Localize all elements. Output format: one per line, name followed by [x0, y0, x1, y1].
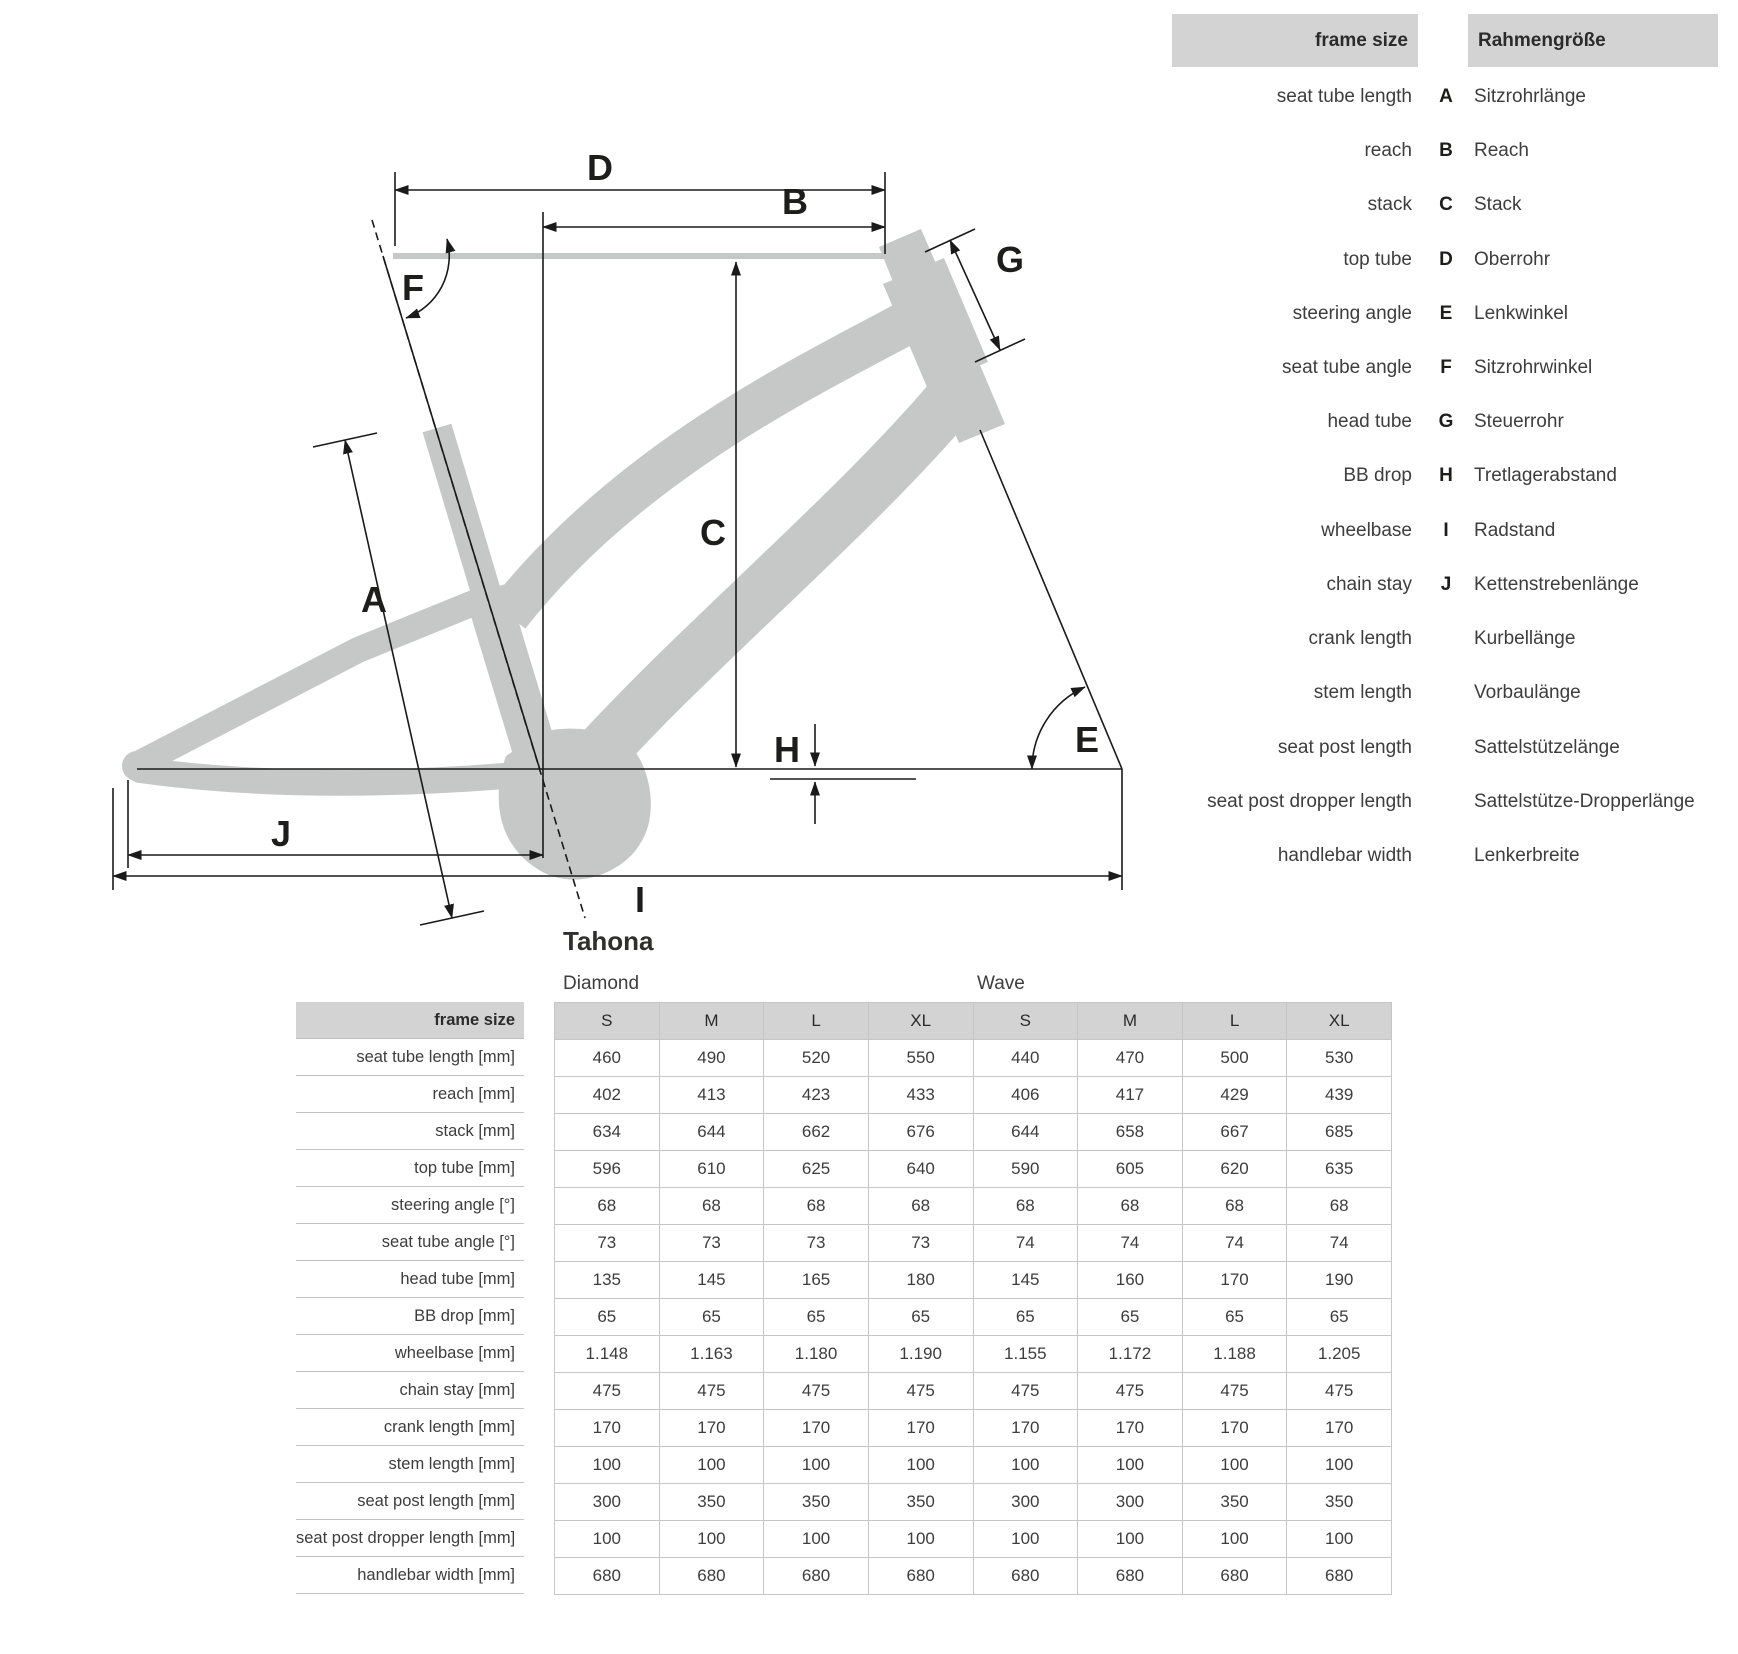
geometry-value-cell: 680: [1078, 1558, 1183, 1595]
dim-A-tick-top: [313, 433, 377, 447]
legend-letter: J: [1440, 574, 1452, 595]
geometry-value-cell: 680: [659, 1558, 764, 1595]
dimension-labels: [271, 147, 1099, 920]
geometry-value-cell: 475: [1182, 1373, 1287, 1410]
top-tube-level-bar: [393, 253, 885, 259]
geometry-value-cell: 68: [1287, 1188, 1392, 1225]
model-title: Tahona: [563, 926, 654, 956]
geometry-row: [555, 1225, 1392, 1262]
geometry-row: [555, 1558, 1392, 1595]
geometry-value-cell: 65: [1287, 1299, 1392, 1336]
geometry-value-cell: 65: [868, 1299, 973, 1336]
geometry-row: [555, 1336, 1392, 1373]
geometry-value-cell: 68: [659, 1188, 764, 1225]
frame-silhouette: [122, 229, 1005, 880]
geometry-value-cell: 676: [868, 1114, 973, 1151]
geometry-value-cell: 350: [764, 1484, 869, 1521]
legend-term-en: chain stay: [1326, 574, 1412, 595]
geometry-value-cell: 74: [1287, 1225, 1392, 1262]
geometry-value-cell: 1.205: [1287, 1336, 1392, 1373]
geometry-value-cell: 475: [555, 1373, 660, 1410]
geometry-value-cell: 100: [764, 1521, 869, 1558]
legend-letter: D: [1439, 249, 1453, 270]
geometry-row: [555, 1114, 1392, 1151]
geometry-value-cell: 1.155: [973, 1336, 1078, 1373]
geometry-row: [555, 1188, 1392, 1225]
legend-letter: E: [1439, 303, 1453, 324]
geometry-row-label: reach [mm]: [296, 1076, 524, 1113]
geometry-value-cell: 73: [555, 1225, 660, 1262]
legend-term-en: reach: [1364, 140, 1412, 161]
chain-stay-shape: [140, 770, 505, 783]
geometry-value-cell: 68: [1182, 1188, 1287, 1225]
geometry-value-cell: 100: [764, 1447, 869, 1484]
geometry-value-cell: 170: [868, 1410, 973, 1447]
geometry-value-cell: 160: [1078, 1262, 1183, 1299]
geometry-value-cell: 680: [973, 1558, 1078, 1595]
geometry-value-cell: 350: [1182, 1484, 1287, 1521]
steering-axis-line: [980, 430, 1122, 769]
geometry-value-cell: 680: [764, 1558, 869, 1595]
row-label-column: [296, 1002, 524, 1594]
geometry-row: [555, 1262, 1392, 1299]
geometry-value-cell: 520: [764, 1040, 869, 1077]
legend-letter: I: [1443, 520, 1449, 541]
geometry-value-cell: 65: [1182, 1299, 1287, 1336]
geometry-value-cell: 625: [764, 1151, 869, 1188]
geometry-value-cell: 610: [659, 1151, 764, 1188]
geometry-value-cell: 180: [868, 1262, 973, 1299]
legend-term-de: Oberrohr: [1474, 249, 1551, 270]
down-tube-shape: [580, 395, 955, 775]
geometry-value-cell: 644: [659, 1114, 764, 1151]
geometry-value-cell: 1.188: [1182, 1336, 1287, 1373]
geometry-value-cell: 170: [973, 1410, 1078, 1447]
geometry-value-cell: 413: [659, 1077, 764, 1114]
legend-letter: F: [1440, 357, 1452, 378]
geometry-value-cell: 74: [1078, 1225, 1183, 1262]
legend-term-de: Kettenstrebenlänge: [1474, 574, 1639, 595]
geometry-value-cell: 73: [764, 1225, 869, 1262]
geometry-row-label: seat post length [mm]: [296, 1483, 524, 1520]
geometry-row-label: seat post dropper length [mm]: [296, 1520, 524, 1557]
geometry-row-label: top tube [mm]: [296, 1150, 524, 1187]
geometry-value-cell: 74: [973, 1225, 1078, 1262]
geometry-value-cell: 145: [973, 1262, 1078, 1299]
geometry-value-cell: 640: [868, 1151, 973, 1188]
legend-letter: A: [1439, 86, 1453, 107]
geometry-value-cell: 433: [868, 1077, 973, 1114]
size-header-cell: L: [1182, 1003, 1287, 1040]
geometry-value-cell: 68: [555, 1188, 660, 1225]
dim-A-line: [345, 440, 452, 918]
geometry-value-cell: 475: [973, 1373, 1078, 1410]
geometry-row: [555, 1410, 1392, 1447]
geometry-value-cell: 402: [555, 1077, 660, 1114]
geometry-value-cell: 596: [555, 1151, 660, 1188]
geometry-value-cell: 439: [1287, 1077, 1392, 1114]
legend-term-de: Vorbaulänge: [1474, 682, 1581, 703]
geometry-value-cell: 65: [973, 1299, 1078, 1336]
legend-term-de: Sattelstütze-Dropperlänge: [1474, 791, 1695, 812]
geometry-value-cell: 429: [1182, 1077, 1287, 1114]
label-A: A: [361, 579, 387, 620]
geometry-row: [555, 1299, 1392, 1336]
geometry-value-cell: 300: [555, 1484, 660, 1521]
geometry-value-cell: 440: [973, 1040, 1078, 1077]
geometry-row: [555, 1040, 1392, 1077]
legend-term-de: Radstand: [1474, 520, 1556, 541]
geometry-row: [555, 1484, 1392, 1521]
geometry-value-cell: 605: [1078, 1151, 1183, 1188]
legend-term-de: Sattelstützelänge: [1474, 737, 1620, 758]
legend-header-de: Rahmengröße: [1468, 14, 1718, 67]
legend-term-de: Reach: [1474, 140, 1529, 161]
legend-letter: G: [1438, 411, 1454, 432]
legend-letter: C: [1439, 194, 1453, 215]
geometry-value-cell: 165: [764, 1262, 869, 1299]
geometry-value-cell: 685: [1287, 1114, 1392, 1151]
label-B: B: [782, 181, 808, 222]
geometry-row: [555, 1447, 1392, 1484]
legend-term-en: head tube: [1327, 411, 1412, 432]
legend-term-de: Stack: [1474, 194, 1522, 215]
geometry-value-cell: 644: [973, 1114, 1078, 1151]
geometry-value-cell: 634: [555, 1114, 660, 1151]
geometry-value-cell: 100: [555, 1447, 660, 1484]
geometry-value-cell: 100: [1078, 1447, 1183, 1484]
geometry-row: [555, 1077, 1392, 1114]
geometry-row-label: BB drop [mm]: [296, 1298, 524, 1335]
legend-letter: H: [1439, 465, 1453, 486]
geometry-value-cell: 350: [868, 1484, 973, 1521]
corner-label: frame size: [296, 1002, 524, 1039]
geometry-value-cell: 100: [1078, 1521, 1183, 1558]
geometry-value-cell: 1.163: [659, 1336, 764, 1373]
geometry-value-cell: 350: [659, 1484, 764, 1521]
geometry-row-label: seat tube length [mm]: [296, 1039, 524, 1076]
dim-G-tick-top: [925, 229, 975, 252]
legend-term-de: Steuerrohr: [1474, 411, 1564, 432]
size-header-cell: XL: [868, 1003, 973, 1040]
geometry-value-cell: 100: [1287, 1447, 1392, 1484]
top-tube-shape: [508, 322, 908, 615]
geometry-value-cell: 460: [555, 1040, 660, 1077]
geometry-value-cell: 65: [659, 1299, 764, 1336]
geometry-value-cell: 170: [1078, 1410, 1183, 1447]
geometry-value-cell: 475: [659, 1373, 764, 1410]
geometry-value-cell: 680: [868, 1558, 973, 1595]
geometry-value-cell: 1.172: [1078, 1336, 1183, 1373]
geometry-value-cell: 300: [1078, 1484, 1183, 1521]
geometry-value-cell: 100: [1287, 1521, 1392, 1558]
geometry-value-cell: 170: [1182, 1262, 1287, 1299]
geometry-value-cell: 1.180: [764, 1336, 869, 1373]
legend-term-en: steering angle: [1292, 303, 1412, 324]
geometry-value-cell: 68: [868, 1188, 973, 1225]
legend-term-en: seat post length: [1277, 737, 1412, 758]
geometry-value-cell: 170: [659, 1410, 764, 1447]
motor-bb-shape: [499, 729, 651, 880]
geometry-row-label: chain stay [mm]: [296, 1372, 524, 1409]
geometry-row-label: seat tube angle [°]: [296, 1224, 524, 1261]
geometry-row-label: wheelbase [mm]: [296, 1335, 524, 1372]
geometry-value-cell: 65: [555, 1299, 660, 1336]
legend-term-en: seat tube angle: [1282, 357, 1412, 378]
rear-dropout-shape: [122, 751, 152, 781]
geometry-value-cell: 1.148: [555, 1336, 660, 1373]
geometry-value-cell: 68: [764, 1188, 869, 1225]
geometry-value-cell: 550: [868, 1040, 973, 1077]
geometry-value-cell: 406: [973, 1077, 1078, 1114]
geometry-row-label: head tube [mm]: [296, 1261, 524, 1298]
geometry-value-cell: 680: [555, 1558, 660, 1595]
legend-term-en: top tube: [1343, 249, 1412, 270]
geometry-row: [555, 1521, 1392, 1558]
label-D: D: [587, 147, 613, 188]
geometry-row-label: crank length [mm]: [296, 1409, 524, 1446]
geometry-value-cell: 100: [1182, 1447, 1287, 1484]
geometry-value-cell: 423: [764, 1077, 869, 1114]
geometry-value-cell: 1.190: [868, 1336, 973, 1373]
geometry-value-cell: 475: [1287, 1373, 1392, 1410]
geometry-value-cell: 470: [1078, 1040, 1183, 1077]
legend-term-en: seat tube length: [1276, 86, 1412, 107]
geometry-value-cell: 170: [555, 1410, 660, 1447]
geometry-value-cell: 530: [1287, 1040, 1392, 1077]
legend-term-en: BB drop: [1343, 465, 1412, 486]
size-header-cell: M: [1078, 1003, 1183, 1040]
geometry-value-cell: 68: [973, 1188, 1078, 1225]
geometry-value-cell: 350: [1287, 1484, 1392, 1521]
legend-term-de: Sitzrohrlänge: [1474, 86, 1586, 107]
geometry-value-cell: 680: [1182, 1558, 1287, 1595]
geometry-table: [554, 1002, 1392, 1595]
geometry-table-body: [555, 1040, 1392, 1595]
size-header-cell: S: [555, 1003, 660, 1040]
dim-A-tick-bottom: [420, 911, 484, 925]
geometry-value-cell: 680: [1287, 1558, 1392, 1595]
geometry-value-cell: 100: [973, 1447, 1078, 1484]
geometry-value-cell: 65: [1078, 1299, 1183, 1336]
geometry-value-cell: 475: [1078, 1373, 1183, 1410]
geometry-value-cell: 170: [764, 1410, 869, 1447]
geometry-value-cell: 658: [1078, 1114, 1183, 1151]
legend-term-en: wheelbase: [1321, 520, 1412, 541]
geometry-row-label: stem length [mm]: [296, 1446, 524, 1483]
legend-term-en: handlebar width: [1277, 845, 1412, 866]
geometry-value-cell: 100: [973, 1521, 1078, 1558]
geometry-value-cell: 190: [1287, 1262, 1392, 1299]
label-H: H: [774, 729, 800, 770]
geometry-row-label: stack [mm]: [296, 1113, 524, 1150]
geometry-value-cell: 500: [1182, 1040, 1287, 1077]
label-C: C: [700, 512, 726, 553]
legend-header-en: frame size: [1172, 14, 1418, 67]
size-header-cell: S: [973, 1003, 1078, 1040]
legend-term-de: Sitzrohrwinkel: [1474, 357, 1593, 378]
geometry-row-label: steering angle [°]: [296, 1187, 524, 1224]
geometry-value-cell: 145: [659, 1262, 764, 1299]
geometry-value-cell: 100: [555, 1521, 660, 1558]
geometry-value-cell: 620: [1182, 1151, 1287, 1188]
geometry-value-cell: 73: [868, 1225, 973, 1262]
geometry-value-cell: 100: [659, 1521, 764, 1558]
geometry-value-cell: 170: [1182, 1410, 1287, 1447]
group-label-wave: Wave: [977, 973, 1025, 994]
label-F: F: [402, 267, 424, 308]
seat-stay-shape: [142, 602, 476, 762]
geometry-value-cell: 100: [868, 1447, 973, 1484]
geometry-value-cell: 417: [1078, 1077, 1183, 1114]
geometry-value-cell: 100: [868, 1521, 973, 1558]
size-header-cell: M: [659, 1003, 764, 1040]
geometry-value-cell: 635: [1287, 1151, 1392, 1188]
geometry-value-cell: 667: [1182, 1114, 1287, 1151]
label-I: I: [634, 879, 646, 920]
geometry-value-cell: 65: [764, 1299, 869, 1336]
geometry-value-cell: 590: [973, 1151, 1078, 1188]
legend-term-en: stem length: [1313, 682, 1412, 703]
label-J: J: [270, 813, 292, 854]
legend-term-en: stack: [1367, 194, 1412, 215]
size-header-cell: L: [764, 1003, 869, 1040]
geometry-row: [555, 1373, 1392, 1410]
label-E: E: [1074, 719, 1100, 760]
legend-term-en: seat post dropper length: [1207, 791, 1412, 812]
geometry-value-cell: 170: [1287, 1410, 1392, 1447]
legend-term-de: Lenkerbreite: [1474, 845, 1580, 866]
geometry-value-cell: 100: [1182, 1521, 1287, 1558]
geometry-value-cell: 74: [1182, 1225, 1287, 1262]
legend-term-de: Tretlagerabstand: [1474, 465, 1617, 486]
geometry-row-label: handlebar width [mm]: [296, 1557, 524, 1594]
label-G: G: [995, 239, 1025, 280]
geometry-value-cell: 475: [764, 1373, 869, 1410]
size-header-row: [555, 1003, 1392, 1040]
geometry-value-cell: 662: [764, 1114, 869, 1151]
legend-term-de: Kurbellänge: [1474, 628, 1576, 649]
geometry-value-cell: 135: [555, 1262, 660, 1299]
geometry-value-cell: 300: [973, 1484, 1078, 1521]
legend-term-de: Lenkwinkel: [1474, 303, 1568, 324]
frame-geometry-diagram: [85, 140, 1150, 1020]
geometry-value-cell: 73: [659, 1225, 764, 1262]
geometry-value-cell: 490: [659, 1040, 764, 1077]
size-header-cell: XL: [1287, 1003, 1392, 1040]
geometry-row: [555, 1151, 1392, 1188]
geometry-value-cell: 68: [1078, 1188, 1183, 1225]
group-label-diamond: Diamond: [563, 973, 640, 994]
geometry-value-cell: 475: [868, 1373, 973, 1410]
legend-term-en: crank length: [1308, 628, 1412, 649]
geometry-value-cell: 100: [659, 1447, 764, 1484]
legend-letter: B: [1439, 140, 1453, 161]
